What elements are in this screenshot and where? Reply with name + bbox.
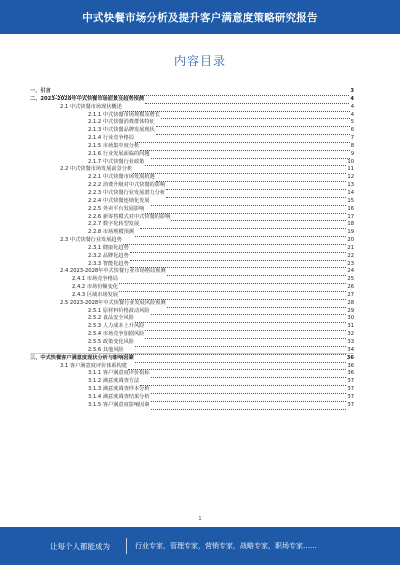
toc-entry-label: 2.5 2023-2028年中式快餐行业发展风险预测: [60, 299, 166, 306]
toc-entry-label: 2.5.5 政策变化风险: [88, 339, 134, 345]
toc-leader-dots: [151, 388, 347, 394]
toc-entry-page: 5: [350, 119, 354, 126]
toc-leader-dots: [140, 145, 350, 151]
toc-leader-dots: [151, 200, 347, 206]
toc-entry[interactable]: [30, 96, 354, 104]
toc-entry-label: 2.2.6 新零售模式对中式快餐的影响: [88, 213, 171, 220]
toc-entry-label: 2.4.3 区域市场发展: [72, 291, 118, 298]
toc-entry-page: 8: [350, 142, 354, 149]
toc-leader-dots: [167, 302, 347, 308]
toc-entry-label: 2.1.5 市场集中度分析: [88, 142, 140, 149]
toc-leader-dots: [166, 192, 346, 198]
toc-entry-page: 24: [347, 268, 354, 275]
toc-entry[interactable]: [30, 237, 354, 245]
toc-entry-label: 2.4 2023-2028年中式快餐行业市场格局预测: [60, 268, 166, 275]
toc-leader-dots: [167, 270, 347, 276]
toc-leader-dots: [135, 317, 346, 323]
toc-entry-label: 2.1.6 行业发展面临的问题: [88, 150, 150, 157]
toc-entry-label: 2.1.4 行业竞争格局: [88, 135, 134, 142]
toc-entry-label: 3.1.5 客户满意度影响因素: [88, 401, 150, 408]
toc-entry-page: 18: [347, 221, 354, 228]
toc-entry-page: 4: [350, 103, 354, 110]
toc-entry[interactable]: [30, 355, 354, 363]
toc-entry[interactable]: [30, 245, 354, 253]
toc-entry-label: 二、2023-2028年中式快餐市场前景及趋势预测: [30, 95, 145, 102]
toc-entry-page: 27: [347, 291, 354, 298]
toc-entry-label: 2.1.2 中式快餐消费群体特征: [88, 119, 155, 126]
toc-leader-dots: [161, 113, 350, 119]
toc-entry-label: 3.1 客户满意度评价体系构建: [60, 362, 127, 369]
toc-entry-page: 37: [347, 401, 354, 408]
toc-entry[interactable]: [30, 119, 354, 127]
toc-leader-dots: [145, 333, 346, 339]
toc-entry-page: 22: [347, 252, 354, 259]
toc-entry-label: 2.5.1 原材料价格波动风险: [88, 307, 150, 314]
toc-entry-page: 10: [347, 158, 354, 165]
toc-entry-label: 2.5.3 人力成本上升风险: [88, 323, 145, 330]
toc-entry-label: 2.5.6 其他风险: [88, 346, 124, 353]
toc-entry-label: 2.1.1 中式快餐市场规模及增长: [88, 111, 160, 118]
footer-divider: [126, 538, 127, 554]
toc-entry-page: 4: [350, 111, 354, 118]
toc-entry-page: 13: [347, 182, 354, 189]
toc-entry-label: 2.3.2 品牌化趋势: [88, 252, 129, 259]
toc-entry[interactable]: [30, 198, 354, 206]
toc-leader-dots: [130, 255, 347, 261]
toc-entry-label: 2.1.7 中式快餐行业政策: [88, 158, 145, 165]
toc-entry-label: 2.2.5 外卖平台发展影响: [88, 205, 145, 212]
toc-entry[interactable]: [30, 135, 354, 143]
toc-entry[interactable]: [30, 363, 354, 371]
toc-leader-dots: [140, 380, 346, 386]
toc-entry-label: 2.3 中式快餐行业发展趋势: [60, 237, 122, 244]
toc-entry-page: 6: [350, 127, 354, 134]
toc-entry-page: 23: [347, 260, 354, 267]
toc-entry-page: 20: [347, 237, 354, 244]
toc-entry-label: 2.3.3 智能化趋势: [88, 260, 129, 267]
footer-bar: [0, 527, 400, 565]
toc-entry-label: 2.2.7 数字化转型发展: [88, 221, 140, 228]
toc-entry[interactable]: [30, 394, 354, 402]
toc-entry[interactable]: [30, 190, 354, 198]
toc-leader-dots: [156, 121, 350, 127]
toc-entry[interactable]: [30, 308, 354, 316]
toc-entry-page: 4: [350, 95, 354, 102]
toc-entry[interactable]: [30, 174, 354, 182]
report-title: 中式快餐市场分析及提升客户满意度策略研究报告: [82, 11, 318, 24]
toc-entry[interactable]: [30, 253, 354, 261]
toc-entry-page: 14: [347, 189, 354, 196]
toc-entry-page: 32: [347, 331, 354, 338]
toc-entry-page: 26: [347, 284, 354, 291]
toc-leader-dots: [130, 247, 347, 253]
toc-entry[interactable]: [30, 370, 354, 378]
toc-entry-page: 34: [347, 346, 354, 353]
toc-leader-dots: [128, 364, 346, 370]
toc-entry-page: 12: [347, 174, 354, 181]
toc-leader-dots: [166, 184, 346, 190]
toc-leader-dots: [119, 286, 346, 292]
toc-entry-page: 19: [347, 229, 354, 236]
toc-entry-page: 21: [347, 244, 354, 251]
toc-entry-page: 33: [347, 339, 354, 345]
toc-leader-dots: [151, 153, 350, 159]
toc-leader-dots: [135, 137, 350, 143]
toc-entry[interactable]: [30, 151, 354, 159]
toc-leader-dots: [135, 231, 346, 237]
toc-entry-label: 2.2.2 消费升级对中式快餐的影响: [88, 182, 166, 189]
toc-entry-label: 2.3.1 健康化趋势: [88, 244, 129, 251]
toc-entry[interactable]: [30, 166, 354, 174]
toc-entry-page: 11: [347, 166, 354, 173]
toc-entry-page: 31: [347, 323, 354, 330]
toc-leader-dots: [119, 278, 346, 284]
toc-entry-label: 一、引言: [30, 88, 51, 94]
section-divider: [30, 353, 354, 354]
toc-entry[interactable]: [30, 104, 354, 112]
footer-slogan: 让每个人都能成为: [50, 541, 110, 551]
toc-leader-dots: [133, 168, 346, 174]
toc-entry[interactable]: [30, 229, 354, 237]
toc-leader-dots: [135, 357, 346, 363]
toc-entry-label: 2.1 中式快餐市场现状概述: [60, 103, 122, 110]
toc-entry-page: 29: [347, 307, 354, 314]
toc-entry-label: 3.1.1 客户满意度评价指标: [88, 370, 150, 377]
toc-entry[interactable]: [30, 402, 354, 410]
toc-entry-page: 16: [347, 205, 354, 212]
toc-leader-dots: [151, 372, 347, 378]
toc-entry-label: 2.4.2 市场份额变化: [72, 284, 118, 291]
toc-entry-page: 36: [346, 354, 354, 361]
toc-entry-label: 2.2.8 市场规模预测: [88, 229, 134, 236]
toc-entry[interactable]: [30, 331, 354, 339]
toc-entry-page: 25: [347, 276, 354, 283]
toc-entry[interactable]: [30, 206, 354, 214]
toc-entry-page: 37: [347, 393, 354, 400]
toc-entry[interactable]: [30, 323, 354, 331]
toc-leader-dots: [145, 98, 349, 104]
toc-entry[interactable]: [30, 284, 354, 292]
toc-leader-dots: [140, 223, 346, 229]
toc-entry-page: 37: [347, 386, 354, 393]
toc-entry[interactable]: [30, 88, 354, 96]
toc-entry-label: 2.4.1 市场竞争格局: [72, 276, 118, 283]
toc-entry[interactable]: [30, 221, 354, 229]
toc-entry-page: 17: [347, 213, 354, 220]
toc-entry[interactable]: [30, 143, 354, 151]
toc-entry-page: 7: [350, 135, 354, 142]
toc-entry-label: 2.5.2 食品安全风险: [88, 315, 134, 322]
toc-entry[interactable]: [30, 214, 354, 222]
toc-leader-dots: [123, 239, 347, 245]
footer-tagline: 行业专家，管理专家，营销专家，战略专家，职场专家……: [135, 542, 317, 550]
page-number: 1: [198, 516, 202, 522]
toc-heading: 内容目录: [173, 54, 226, 68]
toc-leader-dots: [145, 325, 346, 331]
toc-entry-label: 3.1.4 满意度调查结果分析: [88, 393, 150, 400]
toc-entry-page: 36: [347, 362, 354, 369]
toc-entry-page: 30: [347, 315, 354, 322]
toc-entry[interactable]: [30, 378, 354, 386]
toc-entry[interactable]: [30, 182, 354, 190]
toc-entry-page: 9: [350, 150, 354, 157]
toc-leader-dots: [151, 404, 347, 410]
toc-leader-dots: [145, 208, 346, 214]
toc-entry-page: 37: [347, 378, 354, 385]
toc-entry-label: 三、中式快餐客户满意度现状分析与影响因素: [30, 354, 134, 361]
toc-entry[interactable]: [30, 339, 354, 347]
toc-leader-dots: [156, 176, 347, 182]
toc-leader-dots: [171, 215, 346, 221]
header-bar: [0, 0, 400, 34]
toc-entry-label: 2.1.3 中式快餐品牌发展现状: [88, 127, 155, 134]
toc-entry[interactable]: [30, 127, 354, 135]
toc-entry-label: 3.1.2 满意度调查方法: [88, 378, 140, 385]
toc-entry-label: 2.2 中式快餐市场发展前景分析: [60, 166, 133, 173]
toc-entry[interactable]: [30, 112, 354, 120]
toc-entry-label: 3.1.3 满意度调查样本分析: [88, 386, 150, 393]
toc-entry[interactable]: [30, 276, 354, 284]
toc-entry-label: 2.2.1 中式快餐市场发展机遇: [88, 174, 155, 181]
toc-entry-label: 2.2.4 中式快餐连锁化发展: [88, 197, 150, 204]
toc-leader-dots: [151, 309, 347, 315]
toc-leader-dots: [151, 396, 347, 402]
toc-entry-label: 2.5.4 市场竞争加剧风险: [88, 331, 145, 338]
toc-entry-page: 28: [347, 299, 354, 306]
toc-entry[interactable]: [30, 315, 354, 323]
toc-entry-page: 15: [347, 197, 354, 204]
toc-leader-dots: [135, 341, 346, 347]
toc-entry[interactable]: [30, 386, 354, 394]
toc-entry-label: 2.2.3 中式快餐行业发展潜力分析: [88, 189, 166, 196]
toc-entry-page: 3: [350, 88, 354, 94]
table-of-contents: [30, 88, 354, 410]
toc-entry[interactable]: [30, 300, 354, 308]
toc-entry[interactable]: [30, 292, 354, 300]
toc-leader-dots: [156, 129, 350, 135]
toc-entry-page: 36: [347, 370, 354, 377]
toc-leader-dots: [145, 160, 346, 166]
